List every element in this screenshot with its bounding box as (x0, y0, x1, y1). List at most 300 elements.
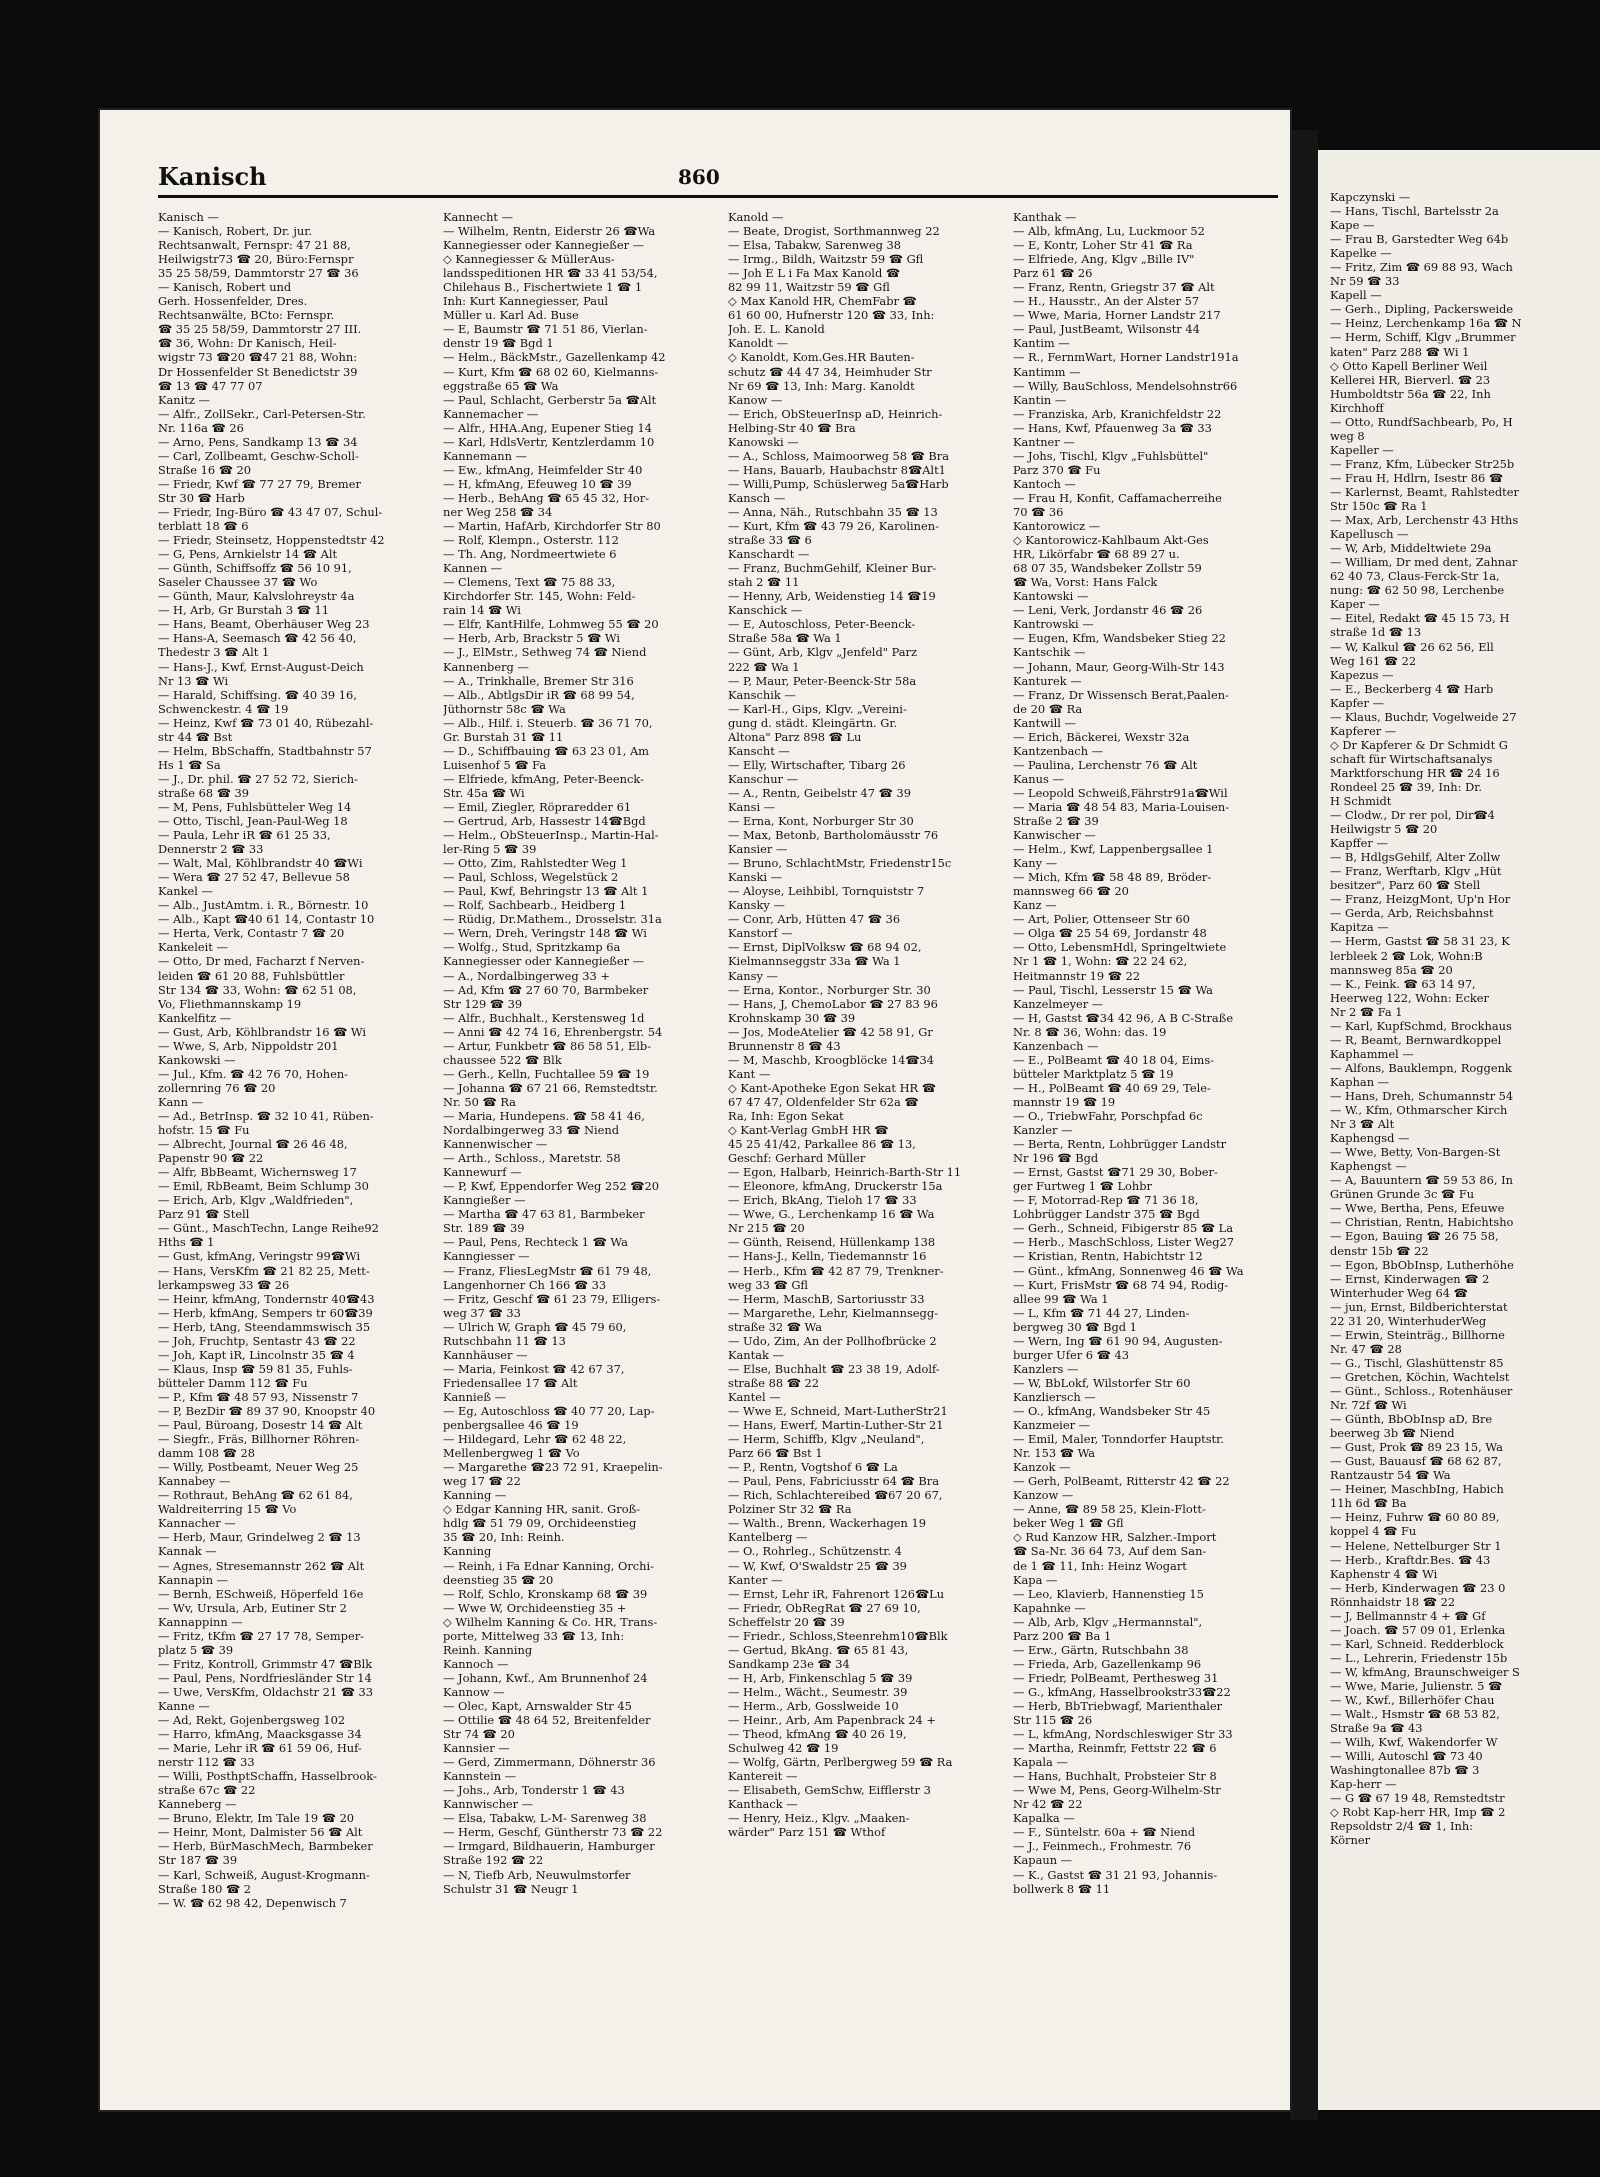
directory-entry-line: Str 150c ☎ Ra 1 (1330, 499, 1428, 514)
directory-entry-line: Kannecht — (443, 210, 514, 224)
directory-entry-line: nung: ☎ 62 50 98, Lerchenbe (1330, 583, 1505, 598)
directory-entry-line: — Klaus, Buchdr, Vogelweide 27 (1330, 709, 1517, 724)
directory-entry-line: — Wolfg, Gärtn, Perlbergweg 59 ☎ Ra (728, 1755, 953, 1770)
directory-entry-line: straße 88 ☎ 22 (728, 1375, 820, 1390)
directory-entry-line: Heitmannstr 19 ☎ 22 (1013, 968, 1141, 983)
directory-entry-line: straße 68 ☎ 39 (158, 785, 250, 800)
directory-entry-line: — Ernst, Kinderwagen ☎ 2 (1330, 1271, 1490, 1286)
directory-entry-line: — Elfriede, kfmAng, Peter-Beenck- (443, 771, 644, 786)
directory-entry-line: — Paul, JustBeamt, Wilsonstr 44 (1013, 322, 1200, 337)
directory-entry-line: Kannegiesser oder Kannegießer — (443, 238, 645, 253)
directory-entry-line: — Paul, Büroang, Dosestr 14 ☎ Alt (158, 1418, 363, 1433)
directory-entry-line: Kapfer — (1330, 695, 1385, 710)
directory-entry-line: Kansky — (728, 898, 785, 913)
directory-entry-line: Kantowski — (1013, 589, 1089, 604)
directory-entry-line: Kap-herr — (1330, 1777, 1397, 1792)
directory-entry-line: — Artur, Funkbetr ☎ 86 58 51, Elb- (443, 1038, 652, 1053)
directory-entry-line: — Herm, Gastst ☎ 58 31 23, K (1330, 934, 1510, 949)
directory-entry-line: schutz ☎ 44 47 34, Heimhuder Str (728, 364, 932, 379)
directory-entry-line: — Carl, Zollbeamt, Geschw-Scholl- (158, 448, 359, 463)
directory-entry-line: ◇ Kannegiesser & MüllerAus- (443, 252, 615, 267)
directory-entry-line: hofstr. 15 ☎ Fu (158, 1123, 250, 1138)
directory-entry-line: — Willy, BauSchloss, Mendelsohnstr66 (1013, 378, 1238, 393)
directory-entry-line: — Heinr., Arb, Am Papenbrack 24 + (728, 1713, 936, 1728)
directory-entry-line: H Schmidt (1330, 794, 1392, 809)
directory-entry-line: — J., ElMstr., Sethweg 74 ☎ Niend (443, 645, 647, 660)
directory-entry-line: — Henny, Arb, Weidenstieg 14 ☎19 (728, 589, 936, 604)
directory-entry-line: Kirchhoff (1330, 400, 1384, 415)
directory-entry-line: — Johanna ☎ 67 21 66, Remstedtstr. (443, 1080, 658, 1095)
directory-entry-line: stah 2 ☎ 11 (728, 575, 800, 590)
directory-entry-line: — G ☎ 67 19 48, Remstedtstr (1330, 1791, 1505, 1806)
directory-entry-line: — Fritz, tKfm ☎ 27 17 78, Semper- (158, 1628, 364, 1643)
directory-entry-line: — Elly, Wirtschafter, Tibarg 26 (728, 757, 906, 772)
directory-entry-line: — Karlernst, Beamt, Rahlstedter (1330, 484, 1519, 499)
directory-entry-line: — Rüdig, Dr.Mathem., Drosselstr. 31a (443, 912, 662, 927)
directory-entry-line: mannsweg 66 ☎ 20 (1013, 884, 1129, 899)
directory-entry-line: Straße 58a ☎ Wa 1 (728, 631, 842, 646)
directory-entry-line: — Theod, kfmAng ☎ 40 26 19, (728, 1727, 907, 1742)
directory-entry-line: — H., PolBeamt ☎ 40 69 29, Tele- (1013, 1080, 1211, 1095)
directory-entry-line: — Otto, Dr med, Facharzt f Nerven- (158, 954, 365, 969)
directory-entry-line: — Emil, RbBeamt, Beim Schlump 30 (158, 1179, 369, 1194)
directory-entry-line: Kann — (158, 1094, 203, 1109)
directory-entry-line: — O., TriebwFahr, Porschpfad 6c (1013, 1109, 1203, 1123)
directory-entry-line: — Friedr, ObRegRat ☎ 27 69 10, (728, 1600, 921, 1615)
directory-entry-line: Nr 196 ☎ Bgd (1013, 1151, 1099, 1166)
directory-entry-line: Kaphammel — (1330, 1046, 1414, 1061)
directory-entry-line: — M, Maschb, Kroogblöcke 14☎34 (728, 1052, 935, 1067)
directory-entry-line: Friedensallee 17 ☎ Alt (443, 1375, 578, 1390)
directory-entry-line: — Gerda, Arb, Reichsbahnst (1330, 906, 1494, 921)
directory-entry-line: — Kristian, Rentn, Habichtstr 12 (1013, 1249, 1203, 1264)
directory-entry-line: — Herb, kfmAng, Sempers tr 60☎39 (158, 1305, 373, 1320)
directory-entry-line: — Heinz, Fuhrw ☎ 60 80 89, (1330, 1510, 1500, 1525)
directory-entry-line: ☎ 35 25 58/59, Dammtorstr 27 III. (158, 322, 362, 337)
directory-entry-line: — J., Feinmech., Frohmestr. 76 (1013, 1839, 1192, 1854)
directory-entry-line: — Wilh, Kwf, Wakendorfer W (1330, 1735, 1498, 1750)
directory-entry-line: 35 ☎ 20, Inh: Reinh. (443, 1530, 565, 1545)
directory-entry-line: 68 07 35, Wandsbeker Zollstr 59 (1013, 561, 1202, 576)
directory-entry-line: Kansch — (728, 490, 786, 505)
directory-entry-line: Polziner Str 32 ☎ Ra (728, 1502, 852, 1517)
directory-entry-line: Kannacher — (158, 1516, 236, 1531)
directory-entry-line: — Kanisch, Robert und (158, 280, 292, 295)
directory-entry-line: straße 33 ☎ 6 (728, 533, 812, 548)
directory-entry-line: 61 60 00, Hufnerstr 120 ☎ 33, Inh: (728, 308, 935, 323)
directory-entry-line: — Joach. ☎ 57 09 01, Erlenka (1330, 1622, 1506, 1637)
directory-entry-line: — Wwe, Bertha, Pens, Efeuwe (1330, 1201, 1505, 1216)
directory-entry-line: denstr 19 ☎ Bgd 1 (443, 336, 554, 351)
directory-entry-line: Kanning — (443, 1488, 507, 1503)
directory-entry-line: — Eleonore, kfmAng, Druckerstr 15a (728, 1179, 943, 1194)
directory-entry-line: Kape — (1330, 218, 1375, 233)
directory-entry-line: damm 108 ☎ 28 (158, 1446, 255, 1461)
directory-entry-line: HR, Likörfabr ☎ 68 89 27 u. (1013, 547, 1180, 562)
directory-entry-line: Kanzow — (1013, 1488, 1074, 1503)
directory-entry-line: Gr. Burstah 31 ☎ 11 (443, 729, 564, 744)
directory-entry-line: — Franz, Werftarb, Klgv „Hüt (1330, 864, 1502, 879)
directory-entry-line: 67 47 47, Oldenfelder Str 62a ☎ (728, 1094, 919, 1109)
directory-entry-line: — Wilhelm, Rentn, Eiderstr 26 ☎Wa (443, 224, 656, 239)
directory-entry-line: Heerweg 122, Wohn: Ecker (1330, 990, 1489, 1005)
directory-entry-line: — Max, Betonb, Bartholomäusstr 76 (728, 828, 939, 843)
directory-entry-line: — Gerh., Kelln, Fuchtallee 59 ☎ 19 (443, 1066, 650, 1081)
directory-entry-line: — Friedr, PolBeamt, Perthesweg 31 (1013, 1670, 1219, 1685)
directory-entry-line: Kapeller — (1330, 442, 1394, 457)
directory-entry-line: chaussee 522 ☎ Blk (443, 1052, 562, 1067)
directory-entry-line: Nr 59 ☎ 33 (1330, 274, 1400, 289)
directory-entry-line: — Alb., AbtlgsDir iR ☎ 68 99 54, (443, 687, 635, 702)
directory-entry-line: Rechtsanwalt, Fernspr: 47 21 88, (158, 238, 351, 253)
directory-entry-line: — Wwe E, Schneid, Mart-LutherStr21 (728, 1403, 948, 1418)
directory-entry-line: — R., FernmWart, Horner Landstr191a (1013, 350, 1239, 365)
directory-entry-line: — Walt., Hsmstr ☎ 68 53 82, (1330, 1707, 1500, 1722)
directory-entry-line: Str 129 ☎ 39 (443, 996, 523, 1011)
directory-entry-line: — Maria ☎ 48 54 83, Maria-Louisen- (1013, 799, 1230, 814)
directory-entry-line: — Franz, Rentn, Griegstr 37 ☎ Alt (1013, 280, 1215, 295)
directory-entry-line: Chilehaus B., Fischertwiete 1 ☎ 1 (443, 280, 643, 295)
directory-entry-line: — Leni, Verk, Jordanstr 46 ☎ 26 (1013, 603, 1203, 618)
directory-entry-line: Kannstein — (443, 1769, 517, 1784)
directory-entry-line: — Willy, Postbeamt, Neuer Weg 25 (158, 1460, 359, 1475)
directory-entry-line: Saseler Chaussee 37 ☎ Wo (158, 575, 318, 590)
directory-entry-line: porte, Mittelweg 33 ☎ 13, Inh: (443, 1628, 625, 1643)
directory-entry-line: — Erwin, Steinträg., Billhorne (1330, 1327, 1505, 1342)
directory-entry-line: Kantimm — (1013, 364, 1081, 379)
directory-entry-line: — Erich, Arb, Klgv „Waldfrieden", (158, 1193, 354, 1208)
directory-entry-line: — Günth, BbObInsp aD, Bre (1330, 1412, 1493, 1427)
directory-entry-line: — Elfr, KantHilfe, Lohmweg 55 ☎ 20 (443, 617, 659, 632)
directory-entry-line: — H, Gastst ☎34 42 96, A B C-Straße (1013, 1010, 1234, 1025)
directory-entry-line: — Erna, Kont, Norburger Str 30 (728, 814, 914, 829)
directory-entry-line: Kanisch — (158, 210, 219, 224)
directory-entry-line: — N, Tiefb Arb, Neuwulmstorfer (443, 1867, 631, 1882)
directory-entry-line: — Hans, Ewerf, Martin-Luther-Str 21 (728, 1418, 944, 1433)
directory-entry-line: — Clodw., Dr rer pol, Dir☎4 (1330, 808, 1495, 823)
directory-entry-line: — Helm., BäckMstr., Gazellenkamp 42 (443, 350, 666, 365)
directory-entry-line: Kantelberg — (728, 1530, 808, 1545)
directory-entry-line: Nr 3 ☎ Alt (1330, 1117, 1395, 1132)
directory-entry-line: Repsoldstr 2/4 ☎ 1, Inh: (1330, 1819, 1473, 1834)
directory-entry-line: — Harald, Schiffsing. ☎ 40 39 16, (158, 687, 357, 702)
directory-entry-line: — Ad, Kfm ☎ 27 60 70, Barmbeker (443, 982, 649, 997)
directory-entry-line: — Johann, Kwf., Am Brunnenhof 24 (443, 1670, 648, 1685)
directory-entry-line: ☎ Wa, Vorst: Hans Falck (1013, 575, 1158, 590)
directory-entry-line: Str 134 ☎ 33, Wohn: ☎ 62 51 08, (158, 982, 357, 997)
directory-entry-line: Heilwigstr 5 ☎ 20 (1330, 822, 1438, 837)
directory-entry-line: Kansi — (728, 799, 776, 814)
directory-entry-line: — E., PolBeamt ☎ 40 18 04, Eims- (1013, 1052, 1215, 1067)
directory-entry-line: Kannappinn — (158, 1614, 243, 1629)
directory-entry-line: Waldreiterring 15 ☎ Vo (158, 1502, 297, 1517)
directory-entry-line: — Gust, kfmAng, Veringstr 99☎Wi (158, 1249, 361, 1264)
directory-entry-line: — R, Beamt, Bernwardkoppel (1330, 1032, 1502, 1047)
directory-entry-line: Kaphan — (1330, 1074, 1390, 1089)
directory-entry-line: Str. 45a ☎ Wi (443, 785, 525, 800)
directory-entry-line: Kannewurf — (443, 1165, 522, 1180)
directory-entry-line: — Egon, BbObInsp, Lutherhöhe (1330, 1257, 1514, 1272)
directory-entry-line: ner Weg 258 ☎ 34 (443, 504, 553, 519)
directory-entry-line: Hths ☎ 1 (158, 1235, 215, 1250)
directory-entry-line: — Beate, Drogist, Sorthmannweg 22 (728, 224, 940, 239)
directory-entry-line: — O., Rohrleg., Schützenstr. 4 (728, 1544, 902, 1559)
directory-entry-line: — Eugen, Kfm, Wandsbeker Stieg 22 (1013, 631, 1226, 646)
directory-entry-line: Nordalbingerweg 33 ☎ Niend (443, 1123, 620, 1138)
directory-entry-line: Schulstr 31 ☎ Neugr 1 (443, 1881, 579, 1896)
directory-entry-line: — Hans, Dreh, Schumannstr 54 (1330, 1089, 1514, 1103)
directory-entry-line: — Uwe, VersKfm, Oldachstr 21 ☎ 33 (158, 1684, 374, 1699)
directory-entry-line: Kapezus — (1330, 667, 1394, 682)
directory-entry-line: Kanzlers — (1013, 1361, 1079, 1376)
directory-entry-line: Kanning (443, 1544, 492, 1559)
directory-entry-line: — Ad, Rekt, Gojenbergsweg 102 (158, 1713, 346, 1728)
right-page-column (1330, 190, 1600, 1848)
directory-entry-line: — Erich, ObSteuerInsp aD, Heinrich- (728, 406, 943, 421)
directory-entry-line: wigstr 73 ☎20 ☎47 21 88, Wohn: (158, 350, 358, 365)
directory-entry-line: — Emil, Ziegler, Röpraredder 61 (443, 799, 632, 814)
directory-entry-line: — Günth, Maur, Kalvslohreystr 4a (158, 589, 355, 604)
directory-entry-line: Kanneberg — (158, 1797, 237, 1812)
directory-entry-line: 82 99 11, Waitzstr 59 ☎ Gfl (728, 280, 890, 295)
directory-entry-line: — Friedr, Kwf ☎ 77 27 79, Bremer (158, 476, 361, 491)
directory-entry-line: Straße 192 ☎ 22 (443, 1853, 544, 1868)
directory-entry-line: — W, BbLokf, Wilstorfer Str 60 (1013, 1375, 1191, 1390)
directory-entry-line: Kannsier — (443, 1741, 510, 1756)
directory-entry-line: Nr 215 ☎ 20 (728, 1221, 805, 1236)
directory-entry-line: — Hans-J., Kelln, Tiedemannstr 16 (728, 1249, 927, 1264)
directory-entry-line: Kannabey — (158, 1474, 231, 1489)
directory-entry-line: ☎ 36, Wohn: Dr Kanisch, Heil- (158, 336, 337, 351)
directory-entry-line: — Erich, BkAng, Tieloh 17 ☎ 33 (728, 1193, 917, 1208)
directory-entry-line: Kantoch — (1013, 476, 1076, 491)
directory-entry-line: Kanscht — (728, 743, 790, 758)
directory-entry-line: Kanthack — (728, 1797, 798, 1812)
directory-entry-line: — Gretchen, Köchin, Wachtelst (1330, 1369, 1510, 1384)
directory-entry-line: — Karl, Schweiß, August-Krogmann- (158, 1867, 370, 1882)
directory-entry-line: — K., Gastst ☎ 31 21 93, Johannis- (1013, 1867, 1218, 1882)
directory-entry-line: — L., Lehrerin, Friedenstr 15b (1330, 1650, 1508, 1665)
directory-entry-line: Kantzenbach — (1013, 743, 1104, 758)
running-head: Kanisch (158, 162, 267, 191)
directory-entry-line: Kanow — (728, 392, 783, 407)
directory-entry-line: — Anne, ☎ 89 58 25, Klein-Flott- (1013, 1502, 1206, 1517)
directory-entry-line: — Elsa, Tabakw, Sarenweg 38 (728, 238, 901, 253)
directory-entry-line: Kannenwischer — (443, 1137, 548, 1152)
directory-entry-line: — Arno, Pens, Sandkamp 13 ☎ 34 (158, 434, 358, 449)
directory-entry-line: ◇ Robt Kap-herr HR, Imp ☎ 2 (1330, 1805, 1506, 1820)
directory-entry-line: — Olec, Kapt, Arnswalder Str 45 (443, 1698, 632, 1713)
directory-entry-line: Kanzenbach — (1013, 1038, 1099, 1053)
directory-entry-line: str 44 ☎ Bst (158, 729, 233, 744)
directory-entry-line: Kanngießer — (443, 1193, 526, 1208)
directory-entry-line: — H, Arb, Finkenschlag 5 ☎ 39 (728, 1670, 913, 1685)
directory-entry-line: weg 33 ☎ Gfl (728, 1277, 809, 1292)
directory-entry-line: — Albrecht, Journal ☎ 26 46 48, (158, 1137, 348, 1152)
directory-entry-line: Humboldtstr 56a ☎ 22, Inh (1330, 386, 1491, 401)
directory-entry-line: Parz 61 ☎ 26 (1013, 266, 1093, 281)
directory-entry-line: — Eitel, Redakt ☎ 45 15 73, H (1330, 611, 1510, 626)
directory-entry-line: — F, Motorrad-Rep ☎ 71 36 18, (1013, 1193, 1199, 1208)
directory-entry-line: — Helm., ObSteuerInsp., Martin-Hal- (443, 828, 659, 843)
directory-entry-line: — Wwe W, Orchideenstieg 35 + (443, 1600, 627, 1615)
directory-entry-line: rain 14 ☎ Wi (443, 603, 521, 618)
directory-entry-line: — Aloyse, Leihbibl, Tornquiststr 7 (728, 884, 925, 899)
directory-entry-line: — Alb., JustAmtm. i. R., Börnestr. 10 (158, 898, 369, 913)
directory-entry-line: Dennerstr 2 ☎ 33 (158, 842, 264, 857)
directory-entry-line: Kanzok — (1013, 1460, 1071, 1475)
directory-entry-line: — Ottilie ☎ 48 64 52, Breitenfelder (443, 1713, 651, 1728)
directory-entry-line: — Udo, Zim, An der Pollhofbrücke 2 (728, 1333, 937, 1348)
directory-entry-line: Krohnskamp 30 ☎ 39 (728, 1010, 856, 1025)
directory-entry-line: — Martha, Reinmfr, Fettstr 22 ☎ 6 (1013, 1741, 1217, 1756)
directory-entry-line: — Wwe, S, Arb, Nippoldstr 201 (158, 1038, 339, 1053)
directory-entry-line: — Helene, Nettelburger Str 1 (1330, 1538, 1502, 1553)
directory-entry-line: — Alb., Kapt ☎40 61 14, Contastr 10 (158, 912, 375, 927)
directory-entry-line: — Heinr, kfmAng, Tondernstr 40☎43 (158, 1291, 375, 1306)
directory-entry-line: — Franz, HeizgMont, Up'n Hor (1330, 892, 1511, 907)
directory-entry-line: — Irmg., Bildh, Waitzstr 59 ☎ Gfl (728, 252, 924, 267)
directory-entry-line: — Günt, Arb, Klgv „Jenfeld" Parz (728, 645, 917, 660)
directory-entry-line: — Margarethe, Lehr, Kielmannsegg- (728, 1305, 938, 1320)
directory-entry-line: — Alfr., HHA.Ang, Eupener Stieg 14 (443, 420, 652, 435)
directory-entry-line: — Berta, Rentn, Lohbrügger Landstr (1013, 1137, 1227, 1152)
directory-entry-line: — Paul, Kwf, Behringstr 13 ☎ Alt 1 (443, 884, 649, 899)
left-page (100, 110, 1290, 2110)
directory-entry-line: — D., Schiffbauing ☎ 63 23 01, Am (443, 743, 649, 758)
directory-entry-line: Straße 16 ☎ 20 (158, 462, 252, 477)
directory-entry-line: — Reinh, i Fa Ednar Kanning, Orchi- (443, 1558, 654, 1573)
directory-entry-line: — Joh E L i Fa Max Kanold ☎ (728, 266, 901, 281)
directory-entry-line: — Karl, Schneid. Redderblock (1330, 1636, 1504, 1651)
directory-entry-line: — Siegfr., Fräs, Billhorner Röhren- (158, 1432, 360, 1447)
directory-entry-line: — Herb., BehAng ☎ 65 45 32, Hor- (443, 490, 650, 505)
directory-entry-line: hdlg ☎ 51 79 09, Orchideenstieg (443, 1516, 637, 1531)
directory-entry-line: — Irmgard, Bildhauerin, Hamburger (443, 1839, 655, 1854)
directory-entry-line: Gerh. Hossenfelder, Dres. (158, 294, 308, 309)
directory-entry-line: — Hans, Bauarb, Haubachstr 8☎Alt1 (728, 462, 946, 477)
directory-entry-line: — Herm., Arb, Gosslweide 10 (728, 1698, 899, 1713)
directory-entry-line: — Marie, Lehr iR ☎ 61 59 06, Huf- (158, 1741, 362, 1756)
directory-entry-line: ☎ 13 ☎ 47 77 07 (158, 378, 263, 393)
directory-entry-line: — Gust, Arb, Köhlbrandstr 16 ☎ Wi (158, 1024, 367, 1039)
directory-entry-line: — Fritz, Zim ☎ 69 88 93, Wach (1330, 260, 1513, 275)
directory-entry-line: ◇ Max Kanold HR, ChemFabr ☎ (728, 294, 917, 309)
directory-entry-line: Kielmannseggstr 33a ☎ Wa 1 (728, 954, 901, 969)
directory-entry-line: straße 32 ☎ Wa (728, 1319, 823, 1334)
directory-entry-line: — Hans-A, Seemasch ☎ 42 56 40, (158, 631, 357, 646)
directory-entry-line: — Hans, J, ChemoLabor ☎ 27 83 96 (728, 996, 938, 1011)
directory-entry-line: — Alfr, BbBeamt, Wichernsweg 17 (158, 1165, 357, 1180)
directory-entry-line: — Friedr, Ing-Büro ☎ 43 47 07, Schul- (158, 504, 383, 519)
directory-entry-line: — Erich, Bäckerei, Wexstr 32a (1013, 729, 1190, 744)
directory-entry-line: Brunnenstr 8 ☎ 43 (728, 1038, 841, 1053)
directory-entry-line: — Paul, Pens, Rechteck 1 ☎ Wa (443, 1235, 628, 1250)
directory-entry-line: Kannieß — (443, 1389, 506, 1404)
directory-entry-line: Kannen — (443, 561, 503, 576)
directory-entry-line: Kanturek — (1013, 673, 1082, 688)
directory-entry-line: — Leo, Klavierb, Hannenstieg 15 (1013, 1586, 1204, 1601)
directory-entry-line: — Frau B, Garstedter Weg 64b (1330, 232, 1509, 247)
directory-entry-line: Kankelfitz — (158, 1010, 232, 1025)
directory-entry-line: — Joh, Kapt iR, Lincolnstr 35 ☎ 4 (158, 1347, 355, 1362)
directory-entry-line: ler-Ring 5 ☎ 39 (443, 842, 537, 857)
directory-entry-line: — W, Kalkul ☎ 26 62 56, Ell (1330, 639, 1494, 654)
directory-entry-line: — Heinr, Mont, Dalmister 56 ☎ Alt (158, 1825, 363, 1840)
directory-entry-line: beerweg 3b ☎ Niend (1330, 1426, 1455, 1441)
directory-entry-line: penbergsallee 46 ☎ 19 (443, 1418, 579, 1433)
directory-entry-line: — Gust, Prok ☎ 89 23 15, Wa (1330, 1440, 1503, 1455)
directory-entry-line: 62 40 73, Claus-Ferck-Str 1a, (1330, 569, 1500, 584)
directory-entry-line: koppel 4 ☎ Fu (1330, 1524, 1417, 1539)
directory-entry-line: — Herb, Arb, Brackstr 5 ☎ Wi (443, 631, 621, 646)
directory-entry-line: Str 30 ☎ Harb (158, 490, 245, 505)
directory-entry-line: Heilwigstr73 ☎ 20, Büro:Fernspr (158, 252, 354, 267)
directory-entry-line: — Martha ☎ 47 63 81, Barmbeker (443, 1207, 645, 1222)
directory-entry-line: — W., Kwf., Billerhöfer Chau (1330, 1693, 1495, 1708)
directory-entry-line: Parz 66 ☎ Bst 1 (728, 1446, 823, 1461)
directory-entry-line: Parz 91 ☎ Stell (158, 1207, 250, 1222)
directory-entry-line: Kannak — (158, 1544, 217, 1559)
directory-entry-line: — O., kfmAng, Wandsbeker Str 45 (1013, 1403, 1211, 1418)
directory-entry-line: — Paul, Pens, Fabriciusstr 64 ☎ Bra (728, 1474, 940, 1489)
directory-entry-line: — G., kfmAng, Hasselbrookstr33☎22 (1013, 1684, 1231, 1699)
directory-entry-line: ◇ Kanoldt, Kom.Ges.HR Bauten- (728, 350, 915, 365)
directory-entry-line: denstr 15b ☎ 22 (1330, 1243, 1429, 1258)
directory-entry-line: Rönnhaidstr 18 ☎ 22 (1330, 1594, 1456, 1609)
directory-entry-line: — A, Bauuntern ☎ 59 53 86, In (1330, 1173, 1513, 1188)
directory-entry-line: — Olga ☎ 25 54 69, Jordanstr 48 (1013, 926, 1207, 941)
directory-entry-line: Nr 2 ☎ Fa 1 (1330, 1004, 1403, 1019)
directory-entry-line: burger Ufer 6 ☎ 43 (1013, 1347, 1129, 1362)
directory-entry-line: — Hans, Tischl, Bartelsstr 2a (1330, 204, 1499, 219)
directory-entry-line: mannsweg 85a ☎ 20 (1330, 962, 1453, 977)
directory-entry-line: — Rolf, Sachbearb., Heidberg 1 (443, 898, 627, 913)
directory-entry-line: — Herb., MaschSchloss, Lister Weg27 (1013, 1235, 1234, 1250)
directory-entry-line: — Friedr., Schloss,Steenrehm10☎Blk (728, 1628, 948, 1643)
directory-entry-line: — Emil, Maler, Tonndorfer Hauptstr. (1013, 1432, 1224, 1447)
directory-entry-line: — Wolfg., Stud, Spritzkamp 6a (443, 940, 621, 955)
directory-entry-line: — Jul., Kfm. ☎ 42 76 70, Hohen- (158, 1066, 349, 1081)
directory-entry-line: deenstieg 35 ☎ 20 (443, 1572, 554, 1587)
directory-entry-line: mannstr 19 ☎ 19 (1013, 1094, 1116, 1109)
directory-entry-line: — Johann, Maur, Georg-Wilh-Str 143 (1013, 659, 1225, 674)
directory-entry-line: straße 67c ☎ 22 (158, 1783, 256, 1798)
directory-entry-line: de 1 ☎ 11, Inh: Heinz Wogart (1013, 1558, 1187, 1573)
directory-entry-line: Kantak — (728, 1347, 784, 1362)
directory-entry-line: 35 25 58/59, Dammtorstr 27 ☎ 36 (158, 266, 359, 281)
directory-entry-line: — Heinz, Kwf ☎ 73 01 40, Rübezahl- (158, 715, 374, 730)
directory-entry-line: Kapalka — (1013, 1811, 1075, 1826)
directory-entry-line: Kantrowski — (1013, 617, 1094, 632)
directory-entry-line: — Frieda, Arb, Gazellenkamp 96 (1013, 1656, 1202, 1671)
directory-entry-line: weg 17 ☎ 22 (443, 1474, 521, 1489)
directory-entry-line: Winterhuder Weg 64 ☎ (1330, 1285, 1468, 1300)
directory-entry-line: — Paul, Schlacht, Gerberstr 5a ☎Alt (443, 392, 657, 407)
directory-entry-line: Parz 370 ☎ Fu (1013, 462, 1101, 477)
directory-entry-line: Weg 161 ☎ 22 (1330, 653, 1417, 668)
directory-entry-line: — L, kfmAng, Nordschleswiger Str 33 (1013, 1727, 1233, 1742)
directory-entry-line: Rantzaustr 54 ☎ Wa (1330, 1468, 1451, 1483)
directory-entry-line: Sandkamp 23e ☎ 34 (728, 1656, 850, 1671)
directory-entry-line: — Wv, Ursula, Arb, Eutiner Str 2 (158, 1600, 347, 1615)
directory-entry-line: bollwerk 8 ☎ 11 (1013, 1881, 1111, 1896)
directory-entry-line: — G., Tischl, Glashüttenstr 85 (1330, 1355, 1504, 1370)
directory-entry-line: allee 99 ☎ Wa 1 (1013, 1291, 1109, 1306)
directory-entry-line: Nr 13 ☎ Wi (158, 673, 229, 688)
directory-entry-line: — A., Nordalbingerweg 33 + (443, 968, 610, 983)
directory-entry-line: — Leopold Schweiß,Fährstr91a☎Wil (1013, 785, 1228, 800)
